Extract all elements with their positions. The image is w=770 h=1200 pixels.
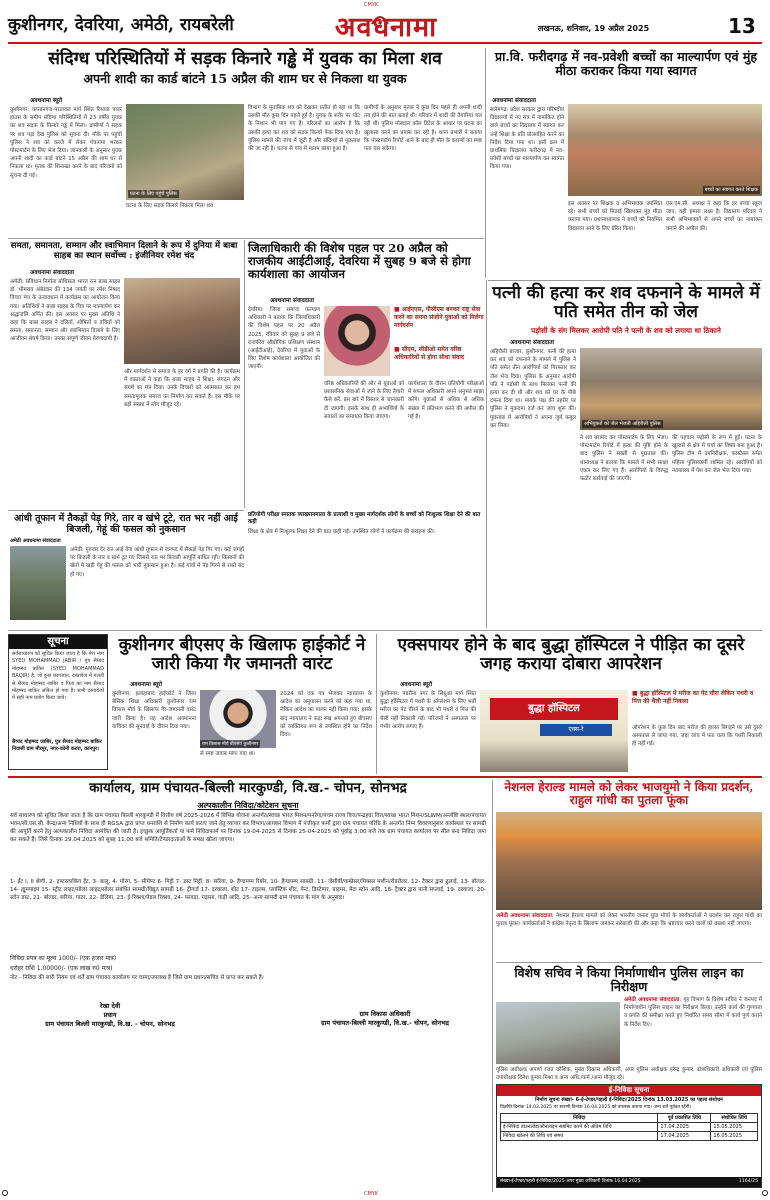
etender-cell: निविदा खोलने की तिथि एवं समय xyxy=(501,1131,658,1140)
etender-col3: संशोधित तिथि xyxy=(711,1113,758,1122)
tender-items: 1- ईंट I, II श्रेणी, 2- इण्टरलाकिंग ईंट, 3- बालू, 4- मोरंग, 5- सीमेण्ट 6- गिट्टी 7- डस्ट मिट्टी, 8- सरिया, 9- हैण्डपम्प रिबोर, 10- हैण्डपम्प सामग्री, 11- जेसीबी/कम्प्रेसर/मिक्सर मशीन/रोडरोलर, 12- टैक्टर द्वारा ढुलाई, 13- बोल्डर, 14- ह्यूमपाइप 15- स्ट्रीट लाइट/सोलर लाइट/सोलर संबंधित सामग्री/विद्युत सामग्री 16- ट्रीगार्ड 17- दरवाजा, शीट 17- टाइल्स, प्लास्टिक शीट, पेन्ट, डिस्टेम्पर, प्राइमर, मेटा स्टोन आदि, 18- ट्रैक्टर द्वारा पानी सप्लाई, 19- दरवाजा, 20- स्टोन डस्ट, 21- बोल्डर, सरिया, गाटर, 22- डेलिया, 23- ई-रिक्शा/पेडल रिक्शा, 24- फावड़ा, गड़ासा, गाड़ी आदि, 25- अन्य सामग्री ग्राम पंचायत के मांग के अनुसार। xyxy=(10,879,486,901)
logo-text: अवधनामा xyxy=(334,12,438,43)
cmyk-mark-top: CMYK xyxy=(364,2,379,8)
divider xyxy=(376,634,377,774)
tender-sig2 xyxy=(290,1010,480,1028)
story-c-headline: समता, समानता, सम्मान और स्वाभिमान दिलाने के रूप में दुनिया में बाबा साहब का स्थान सर्वोच्च : इंजीनियर रमेश चंद xyxy=(10,241,238,261)
masthead-districts: कुशीनगर, देवरिया, अमेठी, रायबरेली xyxy=(8,15,234,35)
notice-title: सूचना xyxy=(9,635,107,649)
story-h-body1: कुशीनगर: पडरौना नगर के सिधुआ मार्ग स्थित बुद्धा हॉस्पिटल में पथरी के ऑपरेशन के लिए भर्ती मरीज का पेट चीरने के बाद भी पथरी व पित्त की थैली नहीं निकाली गई। परिजनों ने अस्पताल पर गंभीर आरोप लगाए हैं। xyxy=(380,691,476,730)
story-g-byline: अवधनामा ब्यूरो xyxy=(130,682,163,688)
story-d-body2: वरिष्ठ अधिकारियों की ओर से युवाओं को प्रशासनिक सेवाओं में जाने के लिए तैयारी कैसे करें, इस बारे में विस्तार से जानकारी दी जाएगी। इसके साथ ही अभ्यर्थियों के सवालों का समाधान किया जाएगा। xyxy=(324,381,404,420)
story-b-headline: प्रा.वि. फरीदगढ़ में नव-प्रवेशी बच्चों का माल्यार्पण एवं मुंह मीठा कराकर किया गया स्वागत xyxy=(495,49,757,78)
masthead xyxy=(8,10,762,44)
story-i-photo xyxy=(496,812,762,910)
etender-text: निर्माण सूचना संख्या- 6-ई-टेण्डर/पहली ई-निविदा/2025 दिनांक 13.03.2025 का पहला संशोधन xyxy=(535,1097,723,1103)
story-d-subhead2: प्रतियोगी परीक्षा स्नातक व्याख्यानमाला के प्रत्याशी व मुख्य मार्गदर्शक लोगों के बच्चों को निःशुल्क शिक्षा देने की बात कही xyxy=(248,512,481,525)
notice-box xyxy=(8,634,108,770)
hospital-sign: बुद्धा हॉस्पिटल xyxy=(490,698,618,720)
divider xyxy=(8,510,244,511)
tender-sig2-org: ग्राम पंचायत-बिल्ली मारकुण्डी, वि.ख.- चोपन, सोनभद्र xyxy=(321,1019,449,1027)
registration-mark-icon xyxy=(762,1190,768,1196)
etender-table xyxy=(500,1113,758,1141)
story-d-body3: कार्यशाला के दौरान प्रतियोगी परीक्षाओं में सफल अधिकारी अपने अनुभव साझा करेंगे। युवाओं से अधिक से अधिक संख्या में प्रतिभाग करने की अपील की गई है। xyxy=(408,381,484,420)
lead-subhead: अपनी शादी का कार्ड बांटने 15 अप्रैल की शाम घर से निकला था युवक xyxy=(83,71,407,86)
bullet-icon: ■ xyxy=(632,690,640,697)
story-h-body2: ऑपरेशन के कुछ दिन बाद मरीज की हालत बिगड़ने पर उसे दूसरे अस्पताल ले जाया गया, जहां जांच में पता चला कि पथरी निकाली ही नहीं गई। xyxy=(632,725,762,748)
story-f-photo xyxy=(580,348,762,430)
story-f-headline: पत्नी की हत्या कर शव दफनाने के मामले में पति समेत तीन को जेल xyxy=(492,283,760,323)
story-d-body1: देवरिया: जिला समाज कल्याण अधिकारी ने बताया कि जिलाधिकारी की विशेष पहल पर 20 अप्रैल 2025, रविवार को सुबह 9 बजे से राजकीय औद्योगिक प्रशिक्षण संस्थान (आईटीआई), देवरिया में युवाओं के लिए विशेष कार्यशाला आयोजित की जाएगी। xyxy=(248,307,320,371)
tender-office: कार्यालय, ग्राम पंचायत-बिल्ली मारकुण्डी, वि.ख.- चोपन, सोनभद्र xyxy=(89,780,407,796)
story-f-byline: अवधनामा संवाददाता xyxy=(510,340,555,346)
story-d-body4: शिक्षा के क्षेत्र में निःशुल्क शिक्षा देने की बात कही गई। उपस्थित लोगों ने कार्यक्रम की सराहना की। xyxy=(248,529,435,535)
story-i-headline: नेशनल हेराल्ड मामले को लेकर भाजयुमो ने किया प्रदर्शन, राहुल गांधी का पुतला फूंका xyxy=(504,780,754,808)
etender-footer: संख्या-ई-टेण्डर/पहली ई-निविदा/2025 अपर मुख्य अधिकारी दिनांक 16.04.2025 1164/25 xyxy=(497,1177,761,1187)
bullet-icon: ■ xyxy=(394,306,402,313)
etender-box xyxy=(496,1084,762,1188)
story-b-body2: इस अवसर पर शिक्षक व अभिभावक उपस्थित रहे। सभी बच्चों को मिठाई खिलाकर मुंह मीठा कराया गया। प्रधानाध्यापक ने बच्चों को नियमित विद्यालय आने के लिए प्रेरित किया। xyxy=(568,201,662,232)
lead-photo xyxy=(126,104,244,200)
story-c-body1: अमेठी: संविधान निर्माता बोधिसत्व भारत रत्न बाबा साहब डॉ. भीमराव अंबेडकर की 134 जयंती पर रमेश निषाद विचार मंच के तत्वावधान में कार्यक्रम का आयोजन किया गया। अतिथियों ने बाबा साहब के चित्र पर माल्यार्पण कर श्रद्धांजलि अर्पित की। इस अवसर पर मुख्य अतिथि ने कहा कि बाबा साहब ने दलितों, शोषितों व वंचितों को समता, समानता, सम्मान और स्वाभिमान दिलाने के लिए आजीवन संघर्ष किया। उनका संपूर्ण जीवन प्रेरणादायी है। xyxy=(10,279,120,343)
story-g-headline: कुशीनगर बीएसए के खिलाफ हाईकोर्ट ने जारी किया गैर जमानती वारंट xyxy=(118,635,366,675)
story-j-photo xyxy=(496,1002,620,1064)
story-c-byline: अवधनामा संवाददाता xyxy=(30,270,75,276)
tender-intro: सर्व साधारण को सूचित किया जाता है कि ग्राम पंचायत बिल्ली मारकुण्डी में वित्तीय वर्ष 2025-2026 में विभिन्न योजना अन्तर्गत/स्वच्छ भारत मिशन/मनरेगा/पंचम राज्य वित्त/पन्द्रहवां वित्त/स्वच्छ भारत मिशन/SLWM/अन्त्येष्टि स्थल/पंचायत भवन/सी.एस.सी. केन्द्र/अन्य निधियों के साथ ही RGSA द्वारा प्राप्त धनराशि से निर्माण कार्य कराए जाने हेतु व्यापार कर विभाग/आयकर विभाग में पंजीकृत फर्मो द्वारा ग्राम पंचायत परिधि के अन्तर्गत निम्न विवरणानुसार कार्यस्थल पर सामग्री की आपूर्ति करने हेतु अल्पकालीन निविदा आमंत्रित की जाती है। इच्छुक आपूर्तिकर्ता या फर्म निविदाफार्म पर दिनांक 19-04-2025 से दिनांक 25-04-2025 को पूर्वाह्न 3:00 बजे तक ग्राम पंचायत कार्यालय पर सील बन्द निविदा जमा कर सकते हैं। जिसे दिनांक 29.04.2025 को सुबह 11.00 बजे समिति/टेण्डरदाताओं के समक्ष खोला जाएगा। xyxy=(10,813,486,843)
story-d-headline: जिलाधिकारी की विशेष पहल पर 20 अप्रैल को राजकीय आईटीआई, देवरिया में सुबह 9 बजे से होगा कार्यशाला का आयोजन xyxy=(248,241,471,281)
story-b-caption: बच्चों का स्वागत करते शिक्षक xyxy=(704,187,758,193)
story-d-bullet2: ■ सीएम, सीडीओ समेत वरिष्ठ अधिकारियों से होगा सीधा संवाद xyxy=(394,346,465,361)
story-b-body3: एस.एम.सी. अध्यक्ष ने कहा कि हर बच्चा स्कूल जाए, यही हमारा लक्ष्य है। विद्यालय परिवार ने सभी अभिभावकों से अपने बच्चों का नामांकन कराने की अपील की। xyxy=(666,201,762,232)
tender-sig1 xyxy=(20,1002,200,1029)
divider xyxy=(244,240,245,508)
masthead-dateline: लखनऊ, शनिवार, 19 अप्रैल 2025 xyxy=(538,24,650,33)
story-d-byline: अवधनामा संवाददाता xyxy=(270,298,315,304)
etender-cell: 16.05.2025 xyxy=(711,1131,758,1140)
notice-signature: सैय्यद मोहम्मद जाबिर, पुत्र सैय्यद मोहम्मद बाकिर निवासी ग्राम मीरपुर, नगर-कोनी कटरा, कानपुर। xyxy=(12,739,102,752)
tender-sig1-name: रेखा देवी xyxy=(99,1002,121,1010)
story-g-body3: 2024 को एक पत्र भेजकर न्यायालय के आदेश का अनुपालन करने को कहा गया था, लेकिन आदेश का पालन नहीं किया गया। इसके बाद न्यायालय ने कड़ा रुख अपनाते हुए बीएसए को व्यक्तिगत रूप से उपस्थित होने का निर्देश दिया। xyxy=(280,691,372,739)
etender-cell: ई-निविदा डाउनलोड/ऑनलाइन सबमिट करने की अंतिम तिथि xyxy=(501,1122,658,1131)
story-b-byline: अवधनामा संवाददाता xyxy=(492,98,537,104)
lead-body-col1b: घटना के लिए सड़क किनारे निकला मिला शव xyxy=(126,203,214,209)
story-f-caption: अभियुक्तों को जेल भेजती अहिरौली पुलिस xyxy=(584,421,661,427)
etender-cell: 17.04.2025 xyxy=(658,1122,711,1131)
tender-sig1-role: प्रधान xyxy=(103,1011,117,1019)
story-g-caption: राम विलास मौर्य बीएसए कुशीनगर xyxy=(202,742,259,747)
story-h-headline: एक्सपायर होने के बाद बुद्धा हॉस्पिटल ने पीड़ित का दूसरे जगह कराया दोबारा आपरेशन xyxy=(397,635,745,675)
masthead-logo xyxy=(308,10,464,42)
etender-col2: पूर्व प्रकाशित तिथि xyxy=(658,1113,711,1122)
page-number: 13 xyxy=(728,14,756,38)
etender-title: ई-निविदा सूचना xyxy=(497,1085,761,1096)
divider xyxy=(485,48,486,278)
story-c-photo xyxy=(124,278,240,364)
tender-note: नोट - निविदा की सारी नियम एवं शर्ते ग्राम पंचायत कार्यालय पर चस्पा/उपलब्ध है जिसे ग्राम प्रधान/सचिव से प्राप्त कर सकते हैं। xyxy=(10,975,264,981)
story-f-body3: की पहचान पड़ोसी के रूप में हुई। घटना के खुलासे से क्षेत्र में चर्चा का विषय बना हुआ है। पुलिस टीम में उपनिरीक्षक, कांस्टेबल समेत महिला पुलिसकर्मी शामिल रहे। आरोपियों को न्यायालय में पेश कर जेल भेज दिया गया। xyxy=(672,435,762,474)
story-d-portrait xyxy=(324,306,390,376)
story-j-headline: विशेष सचिव ने किया निर्माणाधीन पुलिस लाइन का निरीक्षण xyxy=(514,965,744,994)
divider xyxy=(488,280,762,281)
story-h-photo xyxy=(480,690,628,772)
divider xyxy=(8,630,762,631)
story-g-body2: से स्पष्ट जवाब मांगा गया था। xyxy=(200,751,256,757)
tender-sig1-org: ग्राम पंचायत बिल्ली मारकुण्डी, वि.ख. - चोपन, सोनभद्र xyxy=(45,1020,175,1028)
etender-text2: विज्ञप्ति दिनांक 14.03.2025 पर सारणी दिनांक 16.04.2025 को उपलब्ध कराया गया। अन्य शर्ते पूर्ववत रहेंगी। xyxy=(500,1104,692,1110)
registration-mark-icon xyxy=(2,1190,8,1196)
divider xyxy=(486,280,487,628)
divider xyxy=(492,780,493,1192)
story-d-bullet1: ■ आईएएस, पीसीएस बनकर राष्ट्र सेवा करने का सपना संजोने युवाओं को मिलेगा मार्गदर्शन xyxy=(394,306,484,329)
divider xyxy=(8,238,484,239)
etender-cell: 17.04.2025 xyxy=(658,1131,711,1140)
hospital-sign-sub: एक्स-रे xyxy=(540,724,612,736)
tender-fee: निविदा प्रपत्र का मूल्य 1000/- (एक हजार मात्र) xyxy=(10,955,117,962)
tender-sig2-name: ग्राम विकास अधिकारी xyxy=(359,1010,411,1018)
story-e-body: अमेठी: गुरुवार देर रात आई तेज आंधी तूफान से जनपद में सैकड़ों पेड़ गिर गए। कई जगहों पर बिजली के तार व खंभे टूट गए जिससे रात भर बिजली आपूर्ति बाधित रही। किसानों की खेतों में खड़ी गेहूं की फसल को भारी नुकसान हुआ है। कई गांवों में पेड़ गिरने से रास्ते बंद हो गए। xyxy=(70,547,244,578)
lead-byline: अवधनामा ब्यूरो xyxy=(30,98,63,104)
story-e-photo xyxy=(10,546,66,620)
lead-body-col3: ग्रामीणों के अनुसार मृतक ने कुछ दिन पहले ही अपनी शादी तय होने की बात बताई थी। परिवार में शादी की तैयारियां चल रही थीं। पुलिस मोबाइल कॉल डिटेल के आधार पर घटना का खुलासा करने का प्रयास कर रही है। थाना प्रभारी ने बताया कि पोस्टमार्टम रिपोर्ट आने के बाद ही मौत के कारणों का स्पष्ट पता चल सकेगा। xyxy=(364,105,482,153)
story-c-body2: और मार्गदर्शन से समाज के हर वर्ग ने प्रगति की है। कार्यक्रम में वक्ताओं ने कहा कि बाबा साहब ने शिक्षा, संगठन और संघर्ष का मंत्र दिया। उनके विचारों को आत्मसात कर हम समतामूलक समाज का निर्माण कर सकते हैं। इस मौके पर बड़ी संख्या में लोग मौजूद रहे। xyxy=(124,369,240,408)
story-f-body2: ने शव बरामद कर पोस्टमार्टम के लिए भेजा। पोस्टमार्टम रिपोर्ट में हत्या की पुष्टि होने के बाद पुलिस ने सख्ती से पूछताछ की। थानाध्यक्ष ने बताया कि मामले में सभी साक्ष्य एकत्र कर लिए गए हैं। आरोपियों के विरुद्ध कठोर कार्रवाई की जाएगी। xyxy=(580,435,668,483)
cmyk-mark-bottom: CMYK xyxy=(364,1191,379,1197)
lead-body-col1: कुशीनगर: कप्तानगंज-परतावल मार्ग स्थित रिसावां पावर हाउस के समीप संदिग्ध परिस्थितियों में 23 वर्षीय युवक का शव सड़क के किनारे गड्ढे में मिला। ग्रामीणों ने सड़क पर शव पड़ा देख पुलिस को सूचना दी। मौके पर पहुंची पुलिस ने शव को कब्जे में लेकर पंचनामा भरकर पोस्टमार्टम के लिए भेज दिया। जानकारी के अनुसार युवक अपनी शादी का कार्ड बांटने 15 अप्रैल की शाम घर से निकला था। मृतक की शिनाख्त करने के बाद परिजनों को सूचना दी गई। xyxy=(10,107,122,179)
tender-title: अल्पकालीन निविदा/कोटेशन सूचना xyxy=(197,801,299,810)
story-j-body: अमेठी अवधनामा संवाददाता: गृह विभाग के विशेष सचिव ने जनपद में निर्माणाधीन पुलिस लाइन का निरीक्षण किया। उन्होंने कार्य की गुणवत्ता व प्रगति की समीक्षा करते हुए निर्धारित समय सीमा में कार्य पूर्ण कराने के निर्देश दिए। xyxy=(624,997,762,1028)
story-i-body: अमेठी अवधनामा संवाददाता: नेशनल हेराल्ड मामले को लेकर भारतीय जनता युवा मोर्चा के कार्यकर्ताओं ने प्रदर्शन कर राहुल गांधी का पुतला फूंका। कार्यकर्ताओं ने कांग्रेस नेतृत्व के खिलाफ जमकर नारेबाजी की और कहा कि भ्रष्टाचार करने वालों को बख्शा नहीं जाएगा। xyxy=(496,913,762,928)
etender-cell: 15.05.2025 xyxy=(711,1122,758,1131)
etender-footer-ref: 1164/25 xyxy=(738,1179,758,1184)
story-j-caption: पुलिस अधीक्षक अपर्णा रजत कौशिक, मुख्य विकास अधिकारी, अपर पुलिस अधीक्षक हरेन्द्र कुमार, क्षेत्राधिकारी अधिकारी एवं पुलिस उपाधीक्षक दिनेश कुमार मिश्रा व अन्य अधि./कर्म./अन्य मौजूद रहे। xyxy=(496,1067,762,1082)
story-b-photo xyxy=(568,104,762,196)
story-b-body1: सलेमगढ़: प्रदेश सरकार द्वारा परिषदीय विद्यालयों में नए सत्र में नामांकित होने वाले बच्चों का विद्यालय में स्वागत कर उन्हें शिक्षा के प्रति प्रोत्साहित करने का निर्देश दिया गया था। इसी क्रम में प्राथमिक विद्यालय फरीदगढ़ में नव-प्रवेशी बच्चों का माल्यार्पण कर स्वागत किया गया। xyxy=(490,107,564,171)
story-f-body1: अहिरौली बाजार, कुशीनगर: पत्नी की हत्या कर शव को दफनाने के मामले में पुलिस ने पति समेत तीन आरोपियों को गिरफ्तार कर जेल भेज दिया। पुलिस के अनुसार आरोपी पति ने पड़ोसी के साथ मिलकर पत्नी की हत्या कर दी थी और शव को घर के पीछे दफना दिया था। मायके पक्ष की तहरीर पर पुलिस ने मुकदमा दर्ज कर जांच शुरू की। पूछताछ में आरोपियों ने अपना जुर्म कबूल कर लिया। xyxy=(490,349,576,429)
story-h-bullet: ■ बुद्धा हॉस्पिटल में मरीज का पेट चीरा लेकिन पथरी व पित्त की थैली नहीं निकला xyxy=(632,690,754,705)
divider xyxy=(8,776,762,778)
story-e-byline: अमेठी अवधनामा संवाददाता xyxy=(10,538,61,544)
bullet-icon: ■ xyxy=(394,346,402,353)
story-g-body1: कुशीनगर: इलाहाबाद हाईकोर्ट ने जिला बेसिक शिक्षा अधिकारी कुशीनगर राम विलास मौर्य के खिलाफ गैर-जमानती वारंट जारी किया है। यह आदेश अवमानना याचिका की सुनवाई के दौरान दिया गया। xyxy=(112,691,196,730)
etender-col1: निविदा xyxy=(501,1113,658,1122)
lead-body-col2: विभाग के मुताबिक शव को देखकर प्रतीत हो रहा था कि उसकी मौत कुछ दिन पहले हुई है। युवक के शरीर पर चोट के निशान भी पाए गए हैं। परिजनों का आरोप है कि उसकी हत्या कर शव को सड़क किनारे फेंक दिया गया है। पुलिस मामले की जांच में जुटी है और संदिग्धों से पूछताछ की जा रही है। घटना से गांव में मातम छाया हुआ है। xyxy=(248,105,360,153)
story-e-headline: आंधी तूफान में तैकड़ों पेड़ गिरे, तार व खंभे टूटे, रात भर नहीं आई बिजली, गेहूं की फसल को नुकसान xyxy=(14,513,238,535)
notice-text: सर्वसाधारण को सूचित किया जाता है कि मेरा नाम SYED MOHAMMAD JABIR / पुत्र सैय्यद मोहम्मद बाकिर (SYED MOHAMMAD BAQIR) है, जो कुछ कागजात, दस्तावेज में गलती से सैय्यद मोहम्मद जाबिर व पिता का नाम सैय्यद मोहम्मद बाकिर अंकित हो गया है। सभी दस्तावेजों में सही नाम प्रयोग किया जाये। xyxy=(12,651,104,702)
story-g-portrait xyxy=(200,690,276,748)
lead-headline: संदिग्ध परिस्थितियों में सड़क किनारे गड्ढे में युवक का मिला शव xyxy=(48,49,442,69)
lead-photo-caption: घटना के लिए पहुंचे पुलिस xyxy=(130,191,177,197)
story-f-subhead: पड़ोसी के संग मिलकर आरोपी पति ने पत्नी के शव को लगाया था ठिकाने xyxy=(531,326,721,335)
tender-deposit: धरोहर राशि 1,00000/- (एक लाख रु0 मात्र) xyxy=(10,965,113,972)
story-h-byline: अवधनामा ब्यूरो xyxy=(400,682,433,688)
divider xyxy=(496,962,762,963)
